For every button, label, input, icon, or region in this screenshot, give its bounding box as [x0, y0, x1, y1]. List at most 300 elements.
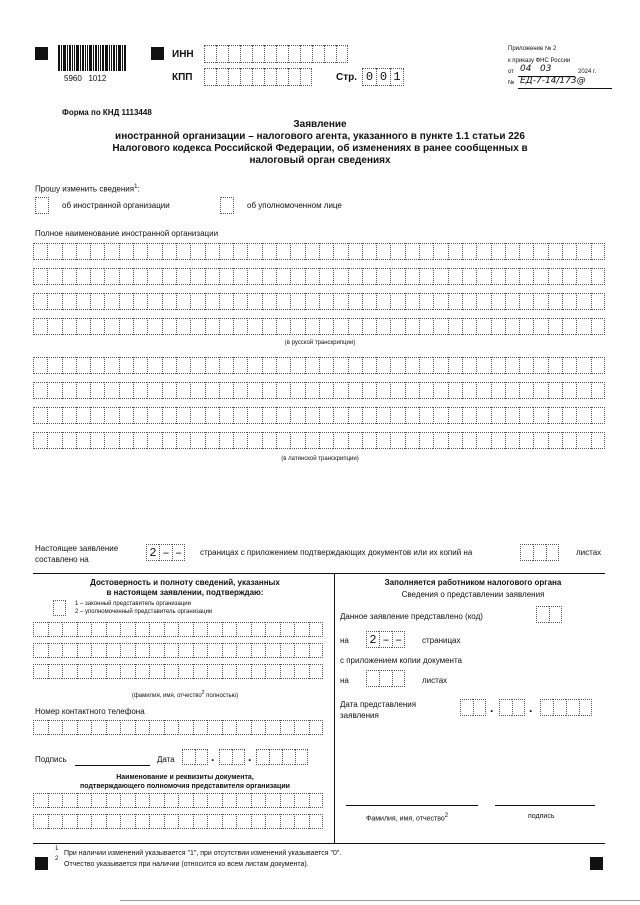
right-date-year[interactable]	[540, 699, 592, 716]
grid-cell[interactable]	[77, 793, 92, 808]
grid-cell[interactable]	[448, 432, 462, 449]
grid-cell[interactable]	[176, 357, 190, 374]
grid-cell[interactable]	[362, 357, 376, 374]
grid-cell[interactable]	[48, 643, 63, 658]
grid-cell[interactable]	[190, 432, 204, 449]
grid-row[interactable]	[33, 243, 605, 260]
grid-cell[interactable]	[362, 293, 376, 310]
grid-cell[interactable]	[119, 318, 133, 335]
grid-cell[interactable]	[505, 318, 519, 335]
grid-cell[interactable]	[33, 243, 47, 260]
grid-cell[interactable]	[476, 407, 490, 424]
grid-cell[interactable]	[233, 432, 247, 449]
grid-cell[interactable]	[205, 318, 219, 335]
grid-cell[interactable]	[219, 382, 233, 399]
grid-cell[interactable]	[319, 268, 333, 285]
grid-cell[interactable]	[576, 293, 590, 310]
grid-cell[interactable]	[576, 318, 590, 335]
grid-cell[interactable]	[147, 357, 161, 374]
grid-cell[interactable]	[262, 268, 276, 285]
grid-cell[interactable]	[548, 293, 562, 310]
grid-cell[interactable]	[205, 382, 219, 399]
grid-cell[interactable]	[90, 357, 104, 374]
grid-cell[interactable]	[48, 720, 63, 735]
grid-cell[interactable]	[222, 793, 237, 808]
grid-cell[interactable]	[77, 622, 92, 637]
grid-cell[interactable]	[262, 243, 276, 260]
grid-cell[interactable]	[290, 407, 304, 424]
grid-row[interactable]	[33, 318, 605, 335]
grid-cell[interactable]	[104, 382, 118, 399]
grid-cell[interactable]	[376, 268, 390, 285]
grid-cell[interactable]	[205, 357, 219, 374]
grid-cell[interactable]	[376, 293, 390, 310]
grid-cell[interactable]	[106, 643, 121, 658]
grid-cell[interactable]	[319, 243, 333, 260]
grid-cell[interactable]	[476, 382, 490, 399]
grid-cell[interactable]	[147, 268, 161, 285]
grid-cell[interactable]	[233, 293, 247, 310]
grid-cell[interactable]	[62, 382, 76, 399]
grid-cell[interactable]	[319, 357, 333, 374]
grid-cell[interactable]	[448, 318, 462, 335]
grid-cell[interactable]	[147, 243, 161, 260]
grid-cell[interactable]	[294, 793, 309, 808]
grid-cell[interactable]	[147, 293, 161, 310]
grid-cell[interactable]	[294, 622, 309, 637]
grid-cell[interactable]	[419, 318, 433, 335]
grid-cell[interactable]	[348, 382, 362, 399]
grid-cell[interactable]	[390, 268, 404, 285]
grid-cell[interactable]	[62, 720, 77, 735]
grid-cell[interactable]	[147, 382, 161, 399]
grid-cell[interactable]	[491, 407, 505, 424]
grid-cell[interactable]	[207, 720, 222, 735]
grid-cell[interactable]	[548, 432, 562, 449]
grid-cell[interactable]	[135, 793, 150, 808]
grid-cell[interactable]	[433, 268, 447, 285]
grid-cell[interactable]	[419, 268, 433, 285]
grid-cell[interactable]	[562, 243, 576, 260]
grid-cell[interactable]	[164, 814, 179, 829]
grid-cell[interactable]	[591, 432, 605, 449]
grid-cell[interactable]	[233, 382, 247, 399]
grid-cell[interactable]	[376, 382, 390, 399]
grid-cell[interactable]	[562, 407, 576, 424]
grid-cell[interactable]	[62, 243, 76, 260]
grid-cell[interactable]	[205, 268, 219, 285]
grid-cell[interactable]	[419, 432, 433, 449]
grid-cell[interactable]	[47, 293, 61, 310]
grid-cell[interactable]	[290, 318, 304, 335]
grid-cell[interactable]	[33, 814, 48, 829]
grid-row[interactable]	[33, 622, 323, 637]
grid-cell[interactable]	[162, 432, 176, 449]
grid-cell[interactable]	[591, 382, 605, 399]
grid-cell[interactable]	[390, 318, 404, 335]
grid-cell[interactable]	[48, 622, 63, 637]
grid-cell[interactable]	[548, 243, 562, 260]
grid-cell[interactable]	[362, 268, 376, 285]
grid-cell[interactable]	[222, 643, 237, 658]
grid-cell[interactable]	[33, 268, 47, 285]
left-date-month[interactable]	[219, 749, 245, 765]
grid-cell[interactable]	[205, 407, 219, 424]
grid-cell[interactable]	[162, 407, 176, 424]
grid-cell[interactable]	[119, 357, 133, 374]
grid-cell[interactable]	[362, 382, 376, 399]
grid-cell[interactable]	[462, 268, 476, 285]
confirmer-type-cell[interactable]	[53, 600, 66, 616]
grid-cell[interactable]	[176, 268, 190, 285]
grid-cell[interactable]	[362, 432, 376, 449]
grid-cell[interactable]	[219, 268, 233, 285]
grid-cell[interactable]	[77, 814, 92, 829]
grid-cell[interactable]	[433, 357, 447, 374]
grid-cell[interactable]	[290, 357, 304, 374]
grid-cell[interactable]	[62, 643, 77, 658]
grid-cell[interactable]	[207, 622, 222, 637]
grid-cell[interactable]	[91, 622, 106, 637]
grid-cell[interactable]	[120, 643, 135, 658]
grid-cell[interactable]	[276, 382, 290, 399]
grid-cell[interactable]	[90, 432, 104, 449]
grid-cell[interactable]	[251, 622, 266, 637]
grid-cell[interactable]	[233, 243, 247, 260]
grid-cell[interactable]	[104, 243, 118, 260]
grid-cell[interactable]	[190, 407, 204, 424]
grid-cell[interactable]	[219, 432, 233, 449]
grid-cell[interactable]	[305, 432, 319, 449]
grid-cell[interactable]	[280, 643, 295, 658]
grid-cell[interactable]	[133, 318, 147, 335]
right-pages-cells[interactable]: 2 – –	[366, 631, 405, 648]
grid-cell[interactable]	[119, 407, 133, 424]
grid-cell[interactable]	[265, 720, 280, 735]
grid-cell[interactable]	[133, 432, 147, 449]
grid-cell[interactable]	[433, 382, 447, 399]
grid-cell[interactable]	[164, 720, 179, 735]
grid-cell[interactable]	[205, 243, 219, 260]
grid-cell[interactable]	[33, 293, 47, 310]
grid-cell[interactable]	[376, 243, 390, 260]
grid-cell[interactable]	[119, 268, 133, 285]
grid-cell[interactable]	[576, 382, 590, 399]
grid-cell[interactable]	[390, 407, 404, 424]
grid-cell[interactable]	[390, 382, 404, 399]
grid-cell[interactable]	[91, 664, 106, 679]
grid-cell[interactable]	[462, 293, 476, 310]
grid-cell[interactable]	[576, 268, 590, 285]
grid-cell[interactable]	[476, 357, 490, 374]
grid-cell[interactable]	[90, 382, 104, 399]
grid-cell[interactable]	[120, 720, 135, 735]
grid-cell[interactable]	[193, 643, 208, 658]
grid-cell[interactable]	[309, 622, 324, 637]
grid-cell[interactable]	[247, 318, 261, 335]
grid-cell[interactable]	[265, 622, 280, 637]
grid-cell[interactable]	[162, 382, 176, 399]
grid-cell[interactable]	[548, 268, 562, 285]
sign-line[interactable]	[495, 805, 595, 806]
grid-cell[interactable]	[149, 720, 164, 735]
grid-cell[interactable]	[106, 793, 121, 808]
grid-cell[interactable]	[265, 814, 280, 829]
grid-cell[interactable]	[448, 293, 462, 310]
grid-cell[interactable]	[519, 407, 533, 424]
grid-cell[interactable]	[462, 243, 476, 260]
grid-cell[interactable]	[190, 243, 204, 260]
grid-cell[interactable]	[207, 814, 222, 829]
total-pages-cells[interactable]: 2 – –	[146, 544, 185, 561]
grid-cell[interactable]	[219, 407, 233, 424]
grid-cell[interactable]	[319, 382, 333, 399]
grid-cell[interactable]	[205, 432, 219, 449]
grid-cell[interactable]	[178, 622, 193, 637]
grid-cell[interactable]	[76, 382, 90, 399]
grid-cell[interactable]	[236, 793, 251, 808]
grid-cell[interactable]	[149, 793, 164, 808]
grid-cell[interactable]	[548, 407, 562, 424]
grid-cell[interactable]	[33, 432, 47, 449]
grid-row[interactable]	[33, 382, 605, 399]
grid-cell[interactable]	[219, 293, 233, 310]
grid-cell[interactable]	[47, 357, 61, 374]
grid-cell[interactable]	[106, 720, 121, 735]
grid-cell[interactable]	[309, 720, 324, 735]
grid-cell[interactable]	[462, 382, 476, 399]
grid-cell[interactable]	[135, 664, 150, 679]
grid-cell[interactable]	[305, 293, 319, 310]
grid-cell[interactable]	[90, 243, 104, 260]
grid-cell[interactable]	[333, 357, 347, 374]
grid-cell[interactable]	[265, 793, 280, 808]
grid-cell[interactable]	[591, 268, 605, 285]
grid-cell[interactable]	[62, 407, 76, 424]
grid-cell[interactable]	[104, 268, 118, 285]
grid-cell[interactable]	[76, 243, 90, 260]
grid-cell[interactable]	[519, 268, 533, 285]
grid-cell[interactable]	[33, 643, 48, 658]
grid-cell[interactable]	[491, 243, 505, 260]
right-sheets-cells[interactable]	[366, 670, 405, 687]
grid-cell[interactable]	[448, 243, 462, 260]
grid-cell[interactable]	[48, 793, 63, 808]
grid-cell[interactable]	[309, 793, 324, 808]
grid-cell[interactable]	[376, 407, 390, 424]
grid-cell[interactable]	[548, 382, 562, 399]
grid-cell[interactable]	[519, 357, 533, 374]
grid-cell[interactable]	[476, 293, 490, 310]
grid-cell[interactable]	[207, 793, 222, 808]
grid-cell[interactable]	[164, 664, 179, 679]
grid-cell[interactable]	[476, 432, 490, 449]
grid-cell[interactable]	[448, 382, 462, 399]
grid-cell[interactable]	[405, 243, 419, 260]
grid-cell[interactable]	[348, 293, 362, 310]
grid-cell[interactable]	[236, 643, 251, 658]
grid-cell[interactable]	[305, 407, 319, 424]
attachment-sheets-cells[interactable]	[520, 544, 559, 561]
grid-cell[interactable]	[162, 318, 176, 335]
grid-cell[interactable]	[276, 357, 290, 374]
grid-cell[interactable]	[491, 357, 505, 374]
grid-cell[interactable]	[433, 243, 447, 260]
grid-cell[interactable]	[419, 357, 433, 374]
grid-cell[interactable]	[348, 357, 362, 374]
grid-cell[interactable]	[62, 357, 76, 374]
grid-cell[interactable]	[333, 243, 347, 260]
grid-cell[interactable]	[149, 814, 164, 829]
grid-cell[interactable]	[190, 268, 204, 285]
grid-cell[interactable]	[236, 622, 251, 637]
grid-cell[interactable]	[176, 318, 190, 335]
grid-cell[interactable]	[90, 293, 104, 310]
grid-cell[interactable]	[236, 814, 251, 829]
grid-cell[interactable]	[119, 243, 133, 260]
left-date-year[interactable]	[256, 749, 308, 765]
grid-cell[interactable]	[222, 814, 237, 829]
grid-cell[interactable]	[576, 432, 590, 449]
grid-cell[interactable]	[433, 318, 447, 335]
grid-cell[interactable]	[135, 720, 150, 735]
grid-cell[interactable]	[207, 664, 222, 679]
grid-cell[interactable]	[448, 357, 462, 374]
grid-cell[interactable]	[90, 318, 104, 335]
grid-cell[interactable]	[505, 293, 519, 310]
grid-cell[interactable]	[562, 357, 576, 374]
grid-cell[interactable]	[390, 432, 404, 449]
grid-cell[interactable]	[262, 432, 276, 449]
grid-cell[interactable]	[362, 318, 376, 335]
grid-cell[interactable]	[176, 407, 190, 424]
grid-cell[interactable]	[149, 622, 164, 637]
grid-cell[interactable]	[219, 357, 233, 374]
grid-cell[interactable]	[491, 318, 505, 335]
grid-cell[interactable]	[405, 293, 419, 310]
grid-cell[interactable]	[219, 318, 233, 335]
grid-cell[interactable]	[333, 382, 347, 399]
grid-cell[interactable]	[76, 432, 90, 449]
grid-cell[interactable]	[77, 720, 92, 735]
grid-cell[interactable]	[77, 643, 92, 658]
grid-cell[interactable]	[133, 407, 147, 424]
grid-cell[interactable]	[262, 357, 276, 374]
grid-cell[interactable]	[591, 293, 605, 310]
grid-cell[interactable]	[176, 432, 190, 449]
grid-cell[interactable]	[247, 407, 261, 424]
grid-cell[interactable]	[265, 643, 280, 658]
fio-signature-line[interactable]	[346, 805, 478, 806]
grid-cell[interactable]	[104, 293, 118, 310]
grid-cell[interactable]	[47, 243, 61, 260]
grid-cell[interactable]	[533, 318, 547, 335]
grid-cell[interactable]	[149, 643, 164, 658]
grid-cell[interactable]	[433, 293, 447, 310]
grid-cell[interactable]	[333, 318, 347, 335]
grid-cell[interactable]	[562, 268, 576, 285]
grid-cell[interactable]	[319, 407, 333, 424]
grid-cell[interactable]	[533, 357, 547, 374]
grid-cell[interactable]	[147, 318, 161, 335]
grid-cell[interactable]	[309, 664, 324, 679]
grid-cell[interactable]	[104, 357, 118, 374]
grid-row[interactable]	[33, 814, 323, 829]
grid-cell[interactable]	[333, 293, 347, 310]
grid-cell[interactable]	[519, 293, 533, 310]
change-foreign-org-checkbox[interactable]	[35, 197, 49, 214]
grid-cell[interactable]	[390, 293, 404, 310]
grid-cell[interactable]	[448, 407, 462, 424]
grid-cell[interactable]	[433, 407, 447, 424]
grid-cell[interactable]	[294, 664, 309, 679]
grid-row[interactable]	[33, 793, 323, 808]
grid-cell[interactable]	[76, 268, 90, 285]
grid-cell[interactable]	[190, 293, 204, 310]
grid-cell[interactable]	[233, 318, 247, 335]
grid-row[interactable]	[33, 293, 605, 310]
grid-cell[interactable]	[305, 382, 319, 399]
grid-cell[interactable]	[47, 407, 61, 424]
grid-cell[interactable]	[251, 793, 266, 808]
grid-cell[interactable]	[376, 318, 390, 335]
grid-cell[interactable]	[133, 293, 147, 310]
grid-cell[interactable]	[280, 622, 295, 637]
grid-cell[interactable]	[376, 432, 390, 449]
grid-cell[interactable]	[164, 643, 179, 658]
left-date-day[interactable]	[182, 749, 208, 765]
grid-cell[interactable]	[262, 407, 276, 424]
grid-row[interactable]	[33, 357, 605, 374]
grid-cell[interactable]	[319, 432, 333, 449]
grid-cell[interactable]	[419, 243, 433, 260]
grid-cell[interactable]	[505, 268, 519, 285]
grid-cell[interactable]	[294, 720, 309, 735]
grid-cell[interactable]	[280, 793, 295, 808]
grid-cell[interactable]	[47, 432, 61, 449]
grid-cell[interactable]	[193, 720, 208, 735]
grid-cell[interactable]	[104, 432, 118, 449]
grid-cell[interactable]	[348, 318, 362, 335]
grid-cell[interactable]	[47, 268, 61, 285]
grid-cell[interactable]	[77, 664, 92, 679]
grid-cell[interactable]	[149, 664, 164, 679]
grid-cell[interactable]	[133, 268, 147, 285]
signature-line[interactable]	[75, 765, 150, 766]
grid-cell[interactable]	[133, 357, 147, 374]
grid-cell[interactable]	[47, 318, 61, 335]
grid-cell[interactable]	[178, 664, 193, 679]
grid-cell[interactable]	[47, 382, 61, 399]
grid-row[interactable]	[33, 268, 605, 285]
grid-cell[interactable]	[178, 814, 193, 829]
grid-cell[interactable]	[91, 720, 106, 735]
grid-cell[interactable]	[319, 318, 333, 335]
grid-cell[interactable]	[233, 407, 247, 424]
grid-cell[interactable]	[76, 318, 90, 335]
grid-cell[interactable]	[405, 268, 419, 285]
grid-cell[interactable]	[362, 407, 376, 424]
grid-cell[interactable]	[276, 318, 290, 335]
grid-cell[interactable]	[390, 357, 404, 374]
grid-cell[interactable]	[309, 814, 324, 829]
grid-cell[interactable]	[62, 793, 77, 808]
grid-cell[interactable]	[236, 664, 251, 679]
grid-cell[interactable]	[135, 814, 150, 829]
grid-cell[interactable]	[276, 407, 290, 424]
grid-cell[interactable]	[290, 432, 304, 449]
grid-cell[interactable]	[162, 357, 176, 374]
